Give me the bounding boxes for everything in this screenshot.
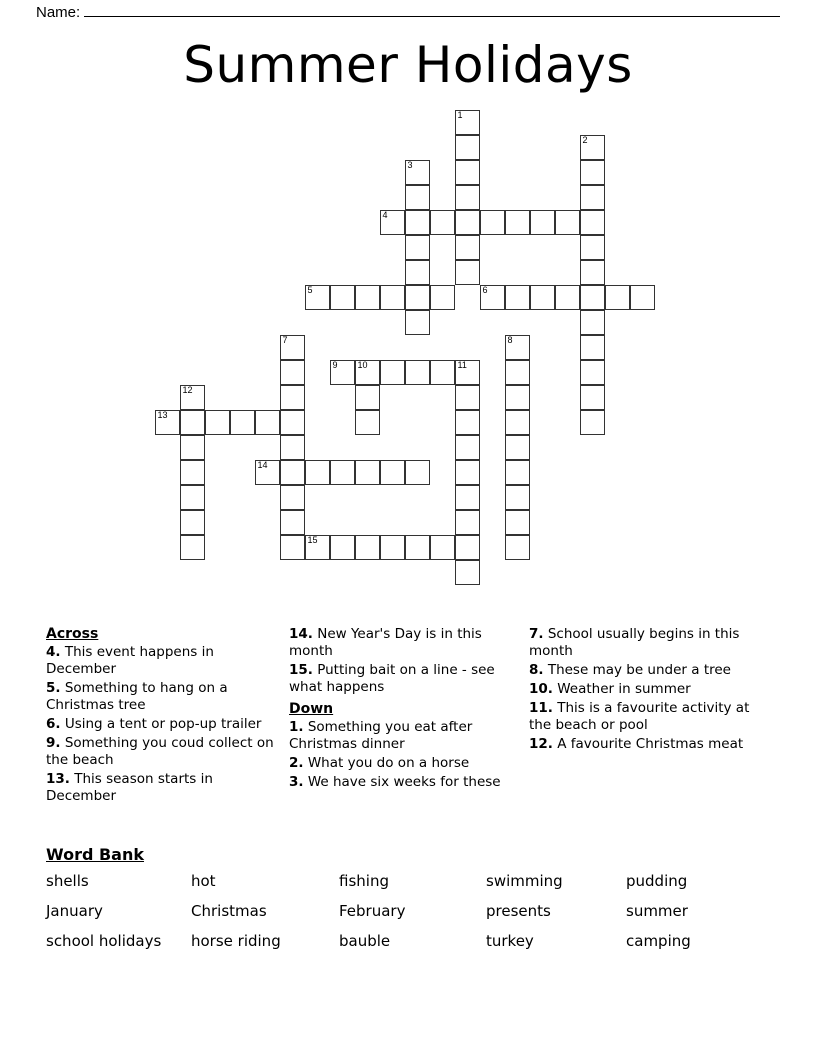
crossword-cell[interactable] — [330, 360, 355, 385]
crossword-cell[interactable] — [530, 210, 555, 235]
crossword-cell[interactable] — [555, 210, 580, 235]
clue-column-3 — [529, 626, 770, 755]
crossword-cell[interactable] — [455, 135, 480, 160]
word-bank-heading: Word Bank — [46, 845, 145, 864]
clue-across-6 — [46, 716, 289, 733]
crossword-cell[interactable] — [505, 410, 530, 435]
clue-number: 7. — [529, 626, 544, 642]
crossword-cell[interactable] — [455, 535, 480, 560]
clue-text: School usually begins in this month — [529, 626, 740, 659]
clue-number: 6. — [46, 716, 61, 732]
clue-column-1 — [46, 626, 289, 807]
word-bank-item[interactable]: summer — [626, 902, 688, 920]
crossword-cell[interactable] — [505, 285, 530, 310]
clue-across-14 — [289, 626, 529, 660]
crossword-cell[interactable] — [405, 460, 430, 485]
crossword-cell[interactable] — [455, 435, 480, 460]
crossword-cell[interactable] — [405, 210, 430, 235]
clue-number: 15. — [289, 662, 313, 678]
crossword-cell[interactable] — [505, 485, 530, 510]
crossword-cell[interactable] — [255, 410, 280, 435]
crossword-cell[interactable] — [430, 285, 455, 310]
clue-number: 13. — [46, 771, 70, 787]
crossword-cell[interactable] — [455, 160, 480, 185]
crossword-cell[interactable] — [505, 385, 530, 410]
crossword-cell[interactable] — [480, 285, 505, 310]
word-bank-item[interactable]: turkey — [486, 932, 534, 950]
clue-text: Something you coud collect on the beach — [46, 735, 274, 768]
crossword-cell[interactable] — [580, 210, 605, 235]
page-title: Summer Holidays — [183, 36, 633, 94]
crossword-cell[interactable] — [380, 460, 405, 485]
crossword-cell[interactable] — [405, 285, 430, 310]
crossword-cell[interactable] — [580, 135, 605, 160]
cell-number: 12 — [182, 385, 193, 395]
clue-text: This season starts in December — [46, 771, 213, 804]
crossword-cell[interactable] — [405, 160, 430, 185]
crossword-cell[interactable] — [580, 260, 605, 285]
crossword-cell[interactable] — [505, 510, 530, 535]
crossword-cell[interactable] — [280, 485, 305, 510]
clue-text: What you do on a horse — [307, 755, 470, 771]
cell-number: 7 — [282, 335, 288, 345]
crossword-cell[interactable] — [280, 360, 305, 385]
clue-number: 9. — [46, 735, 61, 751]
clue-down-12 — [529, 736, 770, 753]
crossword-cell[interactable] — [355, 385, 380, 410]
crossword-cell[interactable] — [455, 360, 480, 385]
cell-number: 14 — [257, 460, 268, 470]
crossword-cell[interactable] — [305, 460, 330, 485]
crossword-cell[interactable] — [505, 360, 530, 385]
crossword-cell[interactable] — [530, 285, 555, 310]
clue-text: Using a tent or pop-up trailer — [64, 716, 262, 732]
crossword-cell[interactable] — [180, 460, 205, 485]
cell-number: 9 — [332, 360, 338, 370]
crossword-cell[interactable] — [630, 285, 655, 310]
crossword-cell[interactable] — [580, 185, 605, 210]
crossword-cell[interactable] — [205, 410, 230, 435]
cell-number: 1 — [457, 110, 463, 120]
clue-down-10 — [529, 681, 770, 698]
crossword-cell[interactable] — [355, 360, 380, 385]
crossword-cell[interactable] — [505, 435, 530, 460]
crossword-cell[interactable] — [455, 260, 480, 285]
word-bank-item[interactable]: pudding — [626, 872, 688, 890]
clue-down-11 — [529, 700, 770, 734]
clue-number: 1. — [289, 719, 304, 735]
crossword-cell[interactable] — [280, 510, 305, 535]
word-bank-item[interactable]: fishing — [339, 872, 389, 890]
name-label: Name: — [36, 4, 81, 21]
crossword-cell[interactable] — [380, 210, 405, 235]
crossword-cell[interactable] — [280, 385, 305, 410]
crossword-cell[interactable] — [505, 460, 530, 485]
clue-number: 5. — [46, 680, 61, 696]
clue-down-1 — [289, 719, 529, 753]
word-bank-item[interactable]: January — [46, 902, 103, 920]
crossword-cell[interactable] — [505, 335, 530, 360]
crossword-cell[interactable] — [455, 460, 480, 485]
crossword-cell[interactable] — [455, 410, 480, 435]
clue-number: 8. — [529, 662, 544, 678]
clue-number: 14. — [289, 626, 313, 642]
word-bank-item[interactable]: horse riding — [191, 932, 281, 950]
word-bank-item[interactable]: school holidays — [46, 932, 162, 950]
crossword-cell[interactable] — [355, 535, 380, 560]
crossword-cell[interactable] — [305, 285, 330, 310]
crossword-cell[interactable] — [405, 185, 430, 210]
word-bank-item[interactable]: bauble — [339, 932, 391, 950]
clues-section — [46, 626, 770, 807]
cell-number: 10 — [357, 360, 368, 370]
word-bank-item[interactable]: hot — [191, 872, 216, 890]
clue-down-8 — [529, 662, 770, 679]
crossword-cell[interactable] — [180, 535, 205, 560]
crossword-cell[interactable] — [330, 535, 355, 560]
clue-number: 3. — [289, 774, 304, 790]
clue-down-2 — [289, 755, 529, 772]
crossword-cell[interactable] — [405, 235, 430, 260]
crossword-cell[interactable] — [455, 185, 480, 210]
crossword-cell[interactable] — [155, 410, 180, 435]
word-bank-item[interactable]: February — [339, 902, 406, 920]
crossword-cell[interactable] — [455, 510, 480, 535]
clue-down-3 — [289, 774, 529, 791]
crossword-cell[interactable] — [555, 285, 580, 310]
word-bank-item[interactable]: shells — [46, 872, 89, 890]
down-heading: Down — [289, 701, 334, 717]
cell-number: 11 — [457, 360, 467, 370]
clue-text: Something to hang on a Christmas tree — [46, 680, 228, 713]
word-bank-item[interactable]: Christmas — [191, 902, 267, 920]
clue-number: 4. — [46, 644, 61, 660]
crossword-cell[interactable] — [180, 385, 205, 410]
clue-across-15 — [289, 662, 529, 696]
word-bank-section — [46, 845, 770, 951]
crossword-cell[interactable] — [580, 310, 605, 335]
clue-number: 12. — [529, 736, 553, 752]
crossword-cell[interactable] — [280, 335, 305, 360]
clue-number: 10. — [529, 681, 553, 697]
crossword-cell[interactable] — [180, 435, 205, 460]
crossword-cell[interactable] — [380, 285, 405, 310]
word-bank-item[interactable]: presents — [486, 902, 551, 920]
crossword-cell[interactable] — [455, 110, 480, 135]
clue-across-5 — [46, 680, 289, 714]
crossword-cell[interactable] — [455, 485, 480, 510]
crossword-cell[interactable] — [505, 210, 530, 235]
crossword-cell[interactable] — [180, 510, 205, 535]
crossword-cell[interactable] — [405, 535, 430, 560]
crossword-cell[interactable] — [330, 285, 355, 310]
across-heading: Across — [46, 626, 99, 642]
crossword-cell[interactable] — [330, 460, 355, 485]
crossword-cell[interactable] — [430, 535, 455, 560]
clue-across-13 — [46, 771, 289, 805]
clue-text: Putting bait on a line - see what happens — [289, 662, 495, 695]
cell-number: 2 — [582, 135, 588, 145]
crossword-cell[interactable] — [405, 310, 430, 335]
crossword-cell[interactable] — [580, 160, 605, 185]
clue-across-4 — [46, 644, 289, 678]
crossword-cell[interactable] — [455, 235, 480, 260]
word-bank-list — [46, 872, 770, 951]
crossword-cell[interactable] — [580, 385, 605, 410]
crossword-cell[interactable] — [480, 210, 505, 235]
crossword-cell[interactable] — [380, 360, 405, 385]
cell-number: 4 — [382, 210, 388, 220]
cell-number: 3 — [407, 160, 413, 170]
crossword-cell[interactable] — [230, 410, 255, 435]
clue-text: Weather in summer — [557, 681, 691, 697]
crossword-cell[interactable] — [605, 285, 630, 310]
cell-number: 8 — [507, 335, 513, 345]
crossword-cell[interactable] — [430, 360, 455, 385]
word-bank-item[interactable]: swimming — [486, 872, 563, 890]
crossword-cell[interactable] — [355, 460, 380, 485]
word-bank-item[interactable]: camping — [626, 932, 691, 950]
crossword-cell[interactable] — [455, 385, 480, 410]
crossword-cell[interactable] — [580, 335, 605, 360]
clue-across-9 — [46, 735, 289, 769]
crossword-cell[interactable] — [280, 435, 305, 460]
clue-text: We have six weeks for these — [307, 774, 501, 790]
crossword-cell[interactable] — [180, 485, 205, 510]
crossword-cell[interactable] — [180, 410, 205, 435]
crossword-cell[interactable] — [355, 410, 380, 435]
cell-number: 5 — [307, 285, 313, 295]
clue-column-2 — [289, 626, 529, 793]
clue-down-7 — [529, 626, 770, 660]
crossword-cell[interactable] — [255, 460, 280, 485]
crossword-cell[interactable] — [505, 535, 530, 560]
crossword-cell[interactable] — [580, 410, 605, 435]
crossword-cell[interactable] — [380, 535, 405, 560]
cell-number: 13 — [157, 410, 168, 420]
clue-text: These may be under a tree — [547, 662, 731, 678]
crossword-cell[interactable] — [280, 410, 305, 435]
crossword-cell[interactable] — [405, 260, 430, 285]
crossword-cell[interactable] — [355, 285, 380, 310]
cell-number: 6 — [482, 285, 488, 295]
clue-text: This is a favourite activity at the beach or pool — [529, 700, 750, 733]
crossword-cell[interactable] — [580, 235, 605, 260]
clue-number: 2. — [289, 755, 304, 771]
crossword-cell[interactable] — [580, 360, 605, 385]
crossword-cell[interactable] — [580, 285, 605, 310]
clue-text: This event happens in December — [46, 644, 214, 677]
crossword-cell[interactable] — [280, 460, 305, 485]
clue-text: Something you eat after Christmas dinner — [289, 719, 473, 752]
crossword-cell[interactable] — [455, 210, 480, 235]
crossword-cell[interactable] — [305, 535, 330, 560]
crossword-cell[interactable] — [405, 360, 430, 385]
crossword-cell[interactable] — [280, 535, 305, 560]
clue-text: A favourite Christmas meat — [557, 736, 744, 752]
crossword-cell[interactable] — [430, 210, 455, 235]
cell-number: 15 — [307, 535, 318, 545]
crossword-cell[interactable] — [455, 560, 480, 585]
clue-text: New Year's Day is in this month — [289, 626, 482, 659]
clue-number: 11. — [529, 700, 553, 716]
